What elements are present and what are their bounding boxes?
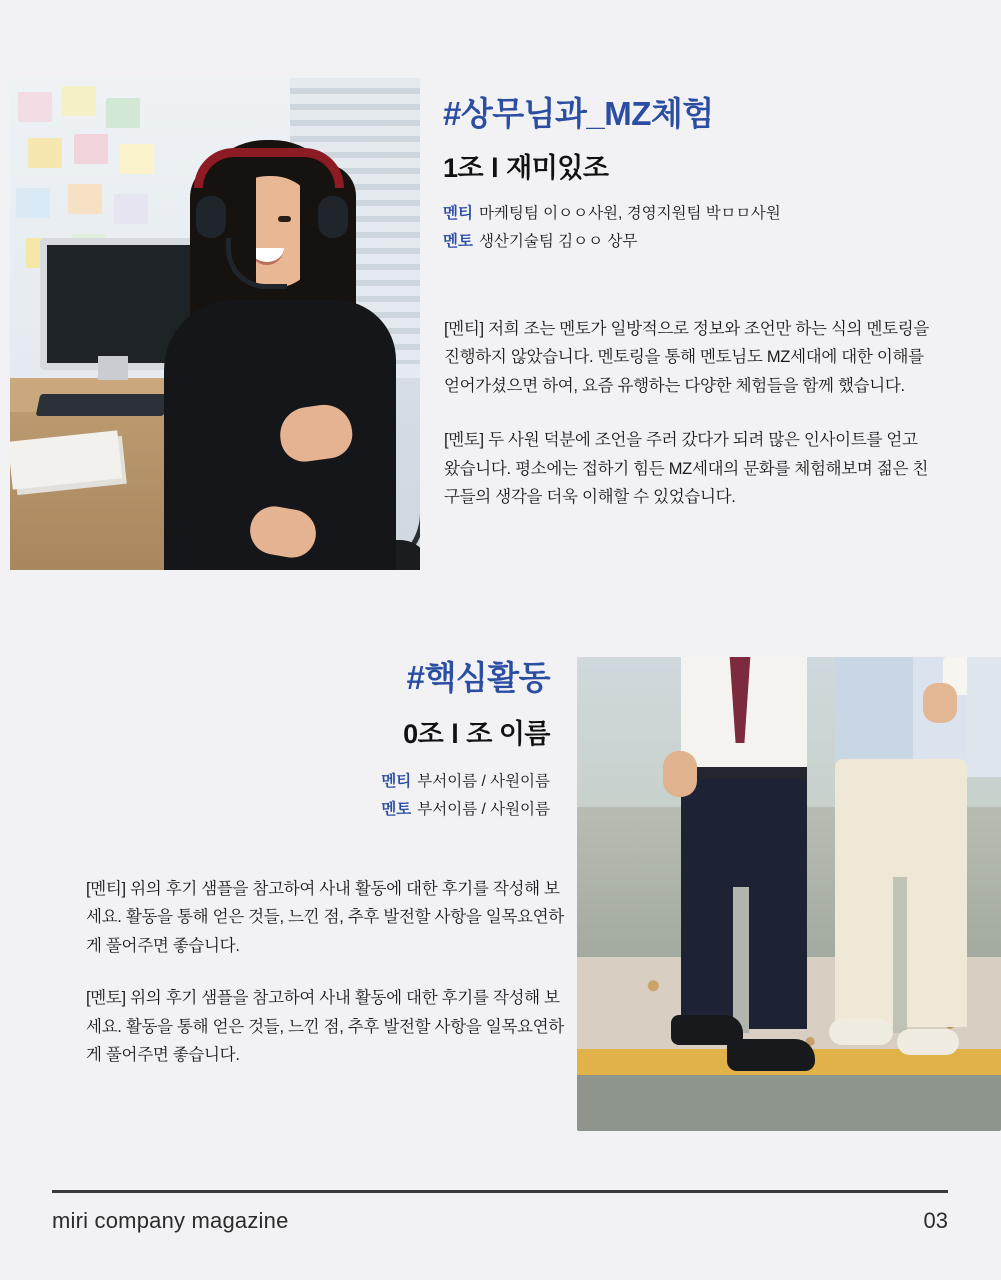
sticky-note — [106, 98, 140, 128]
keyboard-icon — [36, 394, 169, 416]
headset-earcup-icon — [196, 196, 226, 238]
separator: l — [491, 153, 499, 184]
leg-gap — [733, 887, 749, 1033]
page-footer — [52, 1208, 948, 1234]
footer-divider — [52, 1190, 948, 1193]
section2-team-line — [0, 712, 550, 751]
role-tag-mentor: 멘토 — [443, 232, 473, 250]
sticky-note — [120, 144, 154, 174]
person-figure-left — [655, 657, 835, 1117]
section2-paragraph-mentor: [멘토] 위의 후기 샘플을 참고하여 사내 활동에 대한 후기를 작성해 보세요. 활동을 통해 얻은 것들, 느낀 점, 추후 발전할 사항을 일목요연하게 풀어주면 좋습니다. — [86, 989, 564, 1064]
eye — [278, 216, 291, 222]
photo-right-edge — [967, 657, 1001, 777]
hand — [663, 751, 697, 797]
section1-role-mentee — [443, 203, 953, 225]
section1-paragraph-mentor: [멘토] 두 사원 덕분에 조언을 주러 갔다가 되려 많은 인사이트를 얻고 왔습니다. 평소에는 접하기 힘든 MZ세대의 문화를 체험해보며 젊은 친구들의 생각을 더욱 이해할 수 있었습니다. — [444, 431, 929, 506]
section1-team-name: 재미있조 — [506, 153, 609, 184]
section2-heading-block — [0, 660, 560, 826]
person-figure — [160, 140, 410, 570]
sticky-note — [62, 86, 96, 116]
shoe — [829, 1019, 893, 1045]
section-core-activity — [0, 620, 1001, 1140]
headset-earcup-icon — [318, 196, 348, 238]
sticky-note — [16, 188, 50, 218]
shoe — [897, 1029, 959, 1055]
role-text-mentor: 생산기술팀 김ㅇㅇ 상무 — [478, 232, 638, 250]
section1-role-mentor — [443, 231, 953, 253]
section1-hashtag: #상무님과_MZ체험 — [443, 95, 714, 132]
section2-paragraph-mentee: [멘티] 위의 후기 샘플을 참고하여 사내 활동에 대한 후기를 작성해 보세요. 활동을 통해 얻은 것들, 느낀 점, 추후 발전할 사항을 일목요연하게 풀어주면 좋습니다. — [86, 880, 564, 955]
leg-gap — [893, 877, 907, 1033]
section2-hashtag: #핵심활동 — [406, 659, 550, 696]
role-tag-mentee: 멘티 — [381, 773, 412, 791]
photo-two-colleagues-walking — [577, 657, 1001, 1131]
sticky-note — [114, 194, 148, 224]
monitor-stand — [98, 356, 128, 380]
sticky-note — [68, 184, 102, 214]
section2-team-name: 조 이름 — [466, 719, 550, 750]
role-text-mentee: 마케팅팀 이ㅇㅇ사원, 경영지원팀 박ㅁㅁ사원 — [478, 205, 781, 223]
person-figure-right — [813, 657, 993, 1117]
section2-role-mentor — [0, 799, 550, 821]
headset-band-icon — [194, 148, 344, 188]
sticky-note — [18, 92, 52, 122]
footer-brand: miri company magazine — [52, 1208, 289, 1233]
section2-body — [86, 875, 566, 1093]
hand — [923, 683, 957, 723]
photo-headset-woman-at-desk — [10, 78, 420, 570]
section1-paragraph-mentee: [멘티] 저희 조는 멘토가 일방적으로 정보와 조언만 하는 식의 멘토링을 진행하지 않았습니다. 멘토링을 통해 멘토님도 MZ세대에 대한 이해를 얻어가셨으면 하여, 요즘 유행하는 다양한 체험들을 함께 했습니다. — [444, 320, 930, 395]
shoe — [727, 1039, 815, 1071]
sticky-note — [74, 134, 108, 164]
separator: l — [451, 719, 459, 750]
section-mz-experience — [0, 0, 1001, 600]
section2-team-number: 0조 — [403, 719, 444, 750]
section1-body — [444, 315, 934, 537]
section1-heading-block — [443, 96, 953, 258]
role-text-mentee: 부서이름 / 사원이름 — [417, 773, 550, 791]
role-tag-mentee: 멘티 — [443, 205, 473, 223]
footer-page-number: 03 — [923, 1208, 948, 1233]
sticky-note — [28, 138, 62, 168]
section1-team-line — [443, 146, 953, 185]
role-text-mentor: 부서이름 / 사원이름 — [417, 800, 550, 818]
role-tag-mentor: 멘토 — [381, 800, 412, 818]
section2-role-mentee — [0, 771, 550, 793]
section1-team-number: 1조 — [443, 153, 484, 184]
